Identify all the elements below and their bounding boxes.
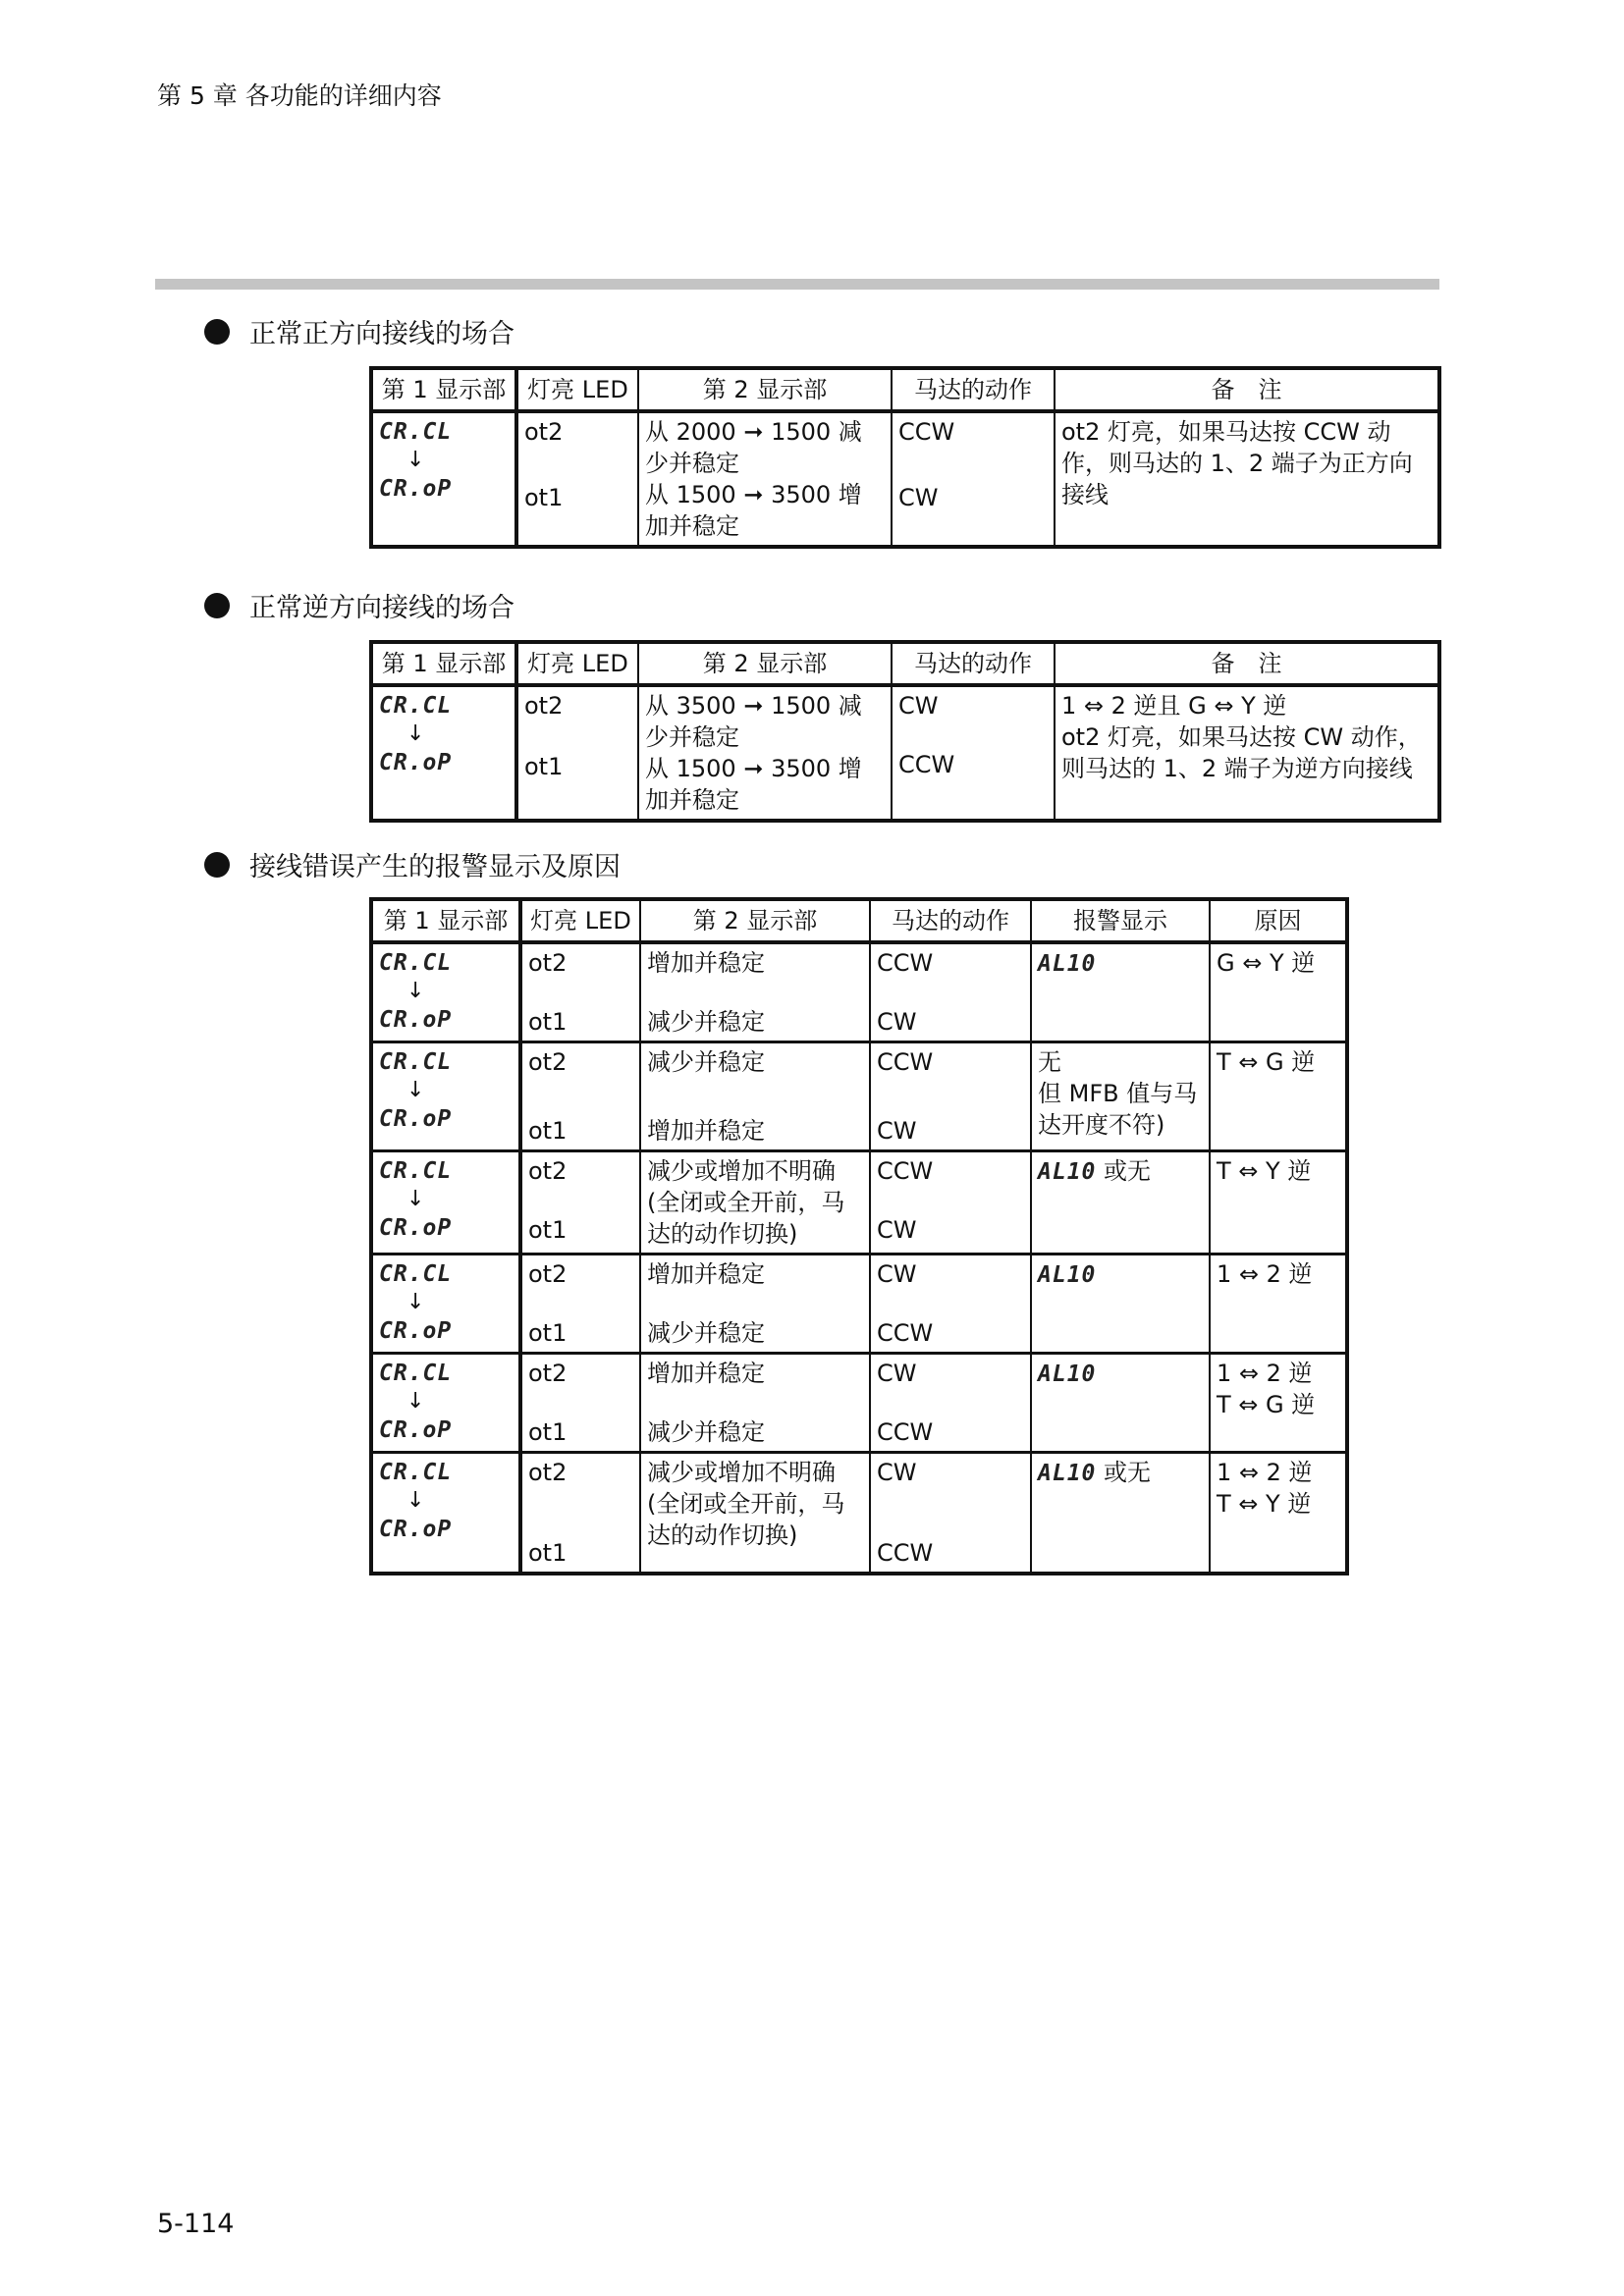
note-cell xyxy=(1055,685,1439,821)
led-close: ot2 xyxy=(524,418,564,446)
cause-cell xyxy=(1210,1151,1347,1255)
page-number: 5-114 xyxy=(157,2209,235,2239)
display-open-code: CR.oP xyxy=(379,1215,453,1241)
led-open: ot1 xyxy=(524,484,564,511)
display-close-code: CR.CL xyxy=(379,693,453,719)
col-header: 灯亮 LED xyxy=(520,899,640,942)
led-cell xyxy=(520,1042,640,1151)
motor-open: CW xyxy=(877,1117,917,1145)
bullet-icon xyxy=(204,593,230,618)
display-open-code: CR.oP xyxy=(379,1417,453,1443)
col-header: 灯亮 LED xyxy=(516,642,638,685)
motor-close: CCW xyxy=(877,1157,934,1185)
display-open-code: CR.oP xyxy=(379,1007,453,1033)
down-arrow-icon: ↓ xyxy=(406,1187,425,1211)
table-row xyxy=(371,1151,1347,1255)
alarm-cell xyxy=(1031,1255,1210,1354)
motor-open: CW xyxy=(898,484,939,511)
motor-cell xyxy=(870,1255,1031,1354)
table-row xyxy=(371,1354,1347,1453)
display-close-code: CR.CL xyxy=(379,1158,453,1184)
chapter-header: 第 5 章 各功能的详细内容 xyxy=(157,81,442,110)
motor-open: CCW xyxy=(898,751,955,778)
cause-cell xyxy=(1210,1354,1347,1453)
alarm-cell xyxy=(1031,1354,1210,1453)
led-close: ot2 xyxy=(528,1459,568,1486)
header-rule xyxy=(155,279,1439,290)
down-arrow-icon: ↓ xyxy=(406,1078,425,1102)
display2-text: 减少或增加不明确(全闭或全开前，马达的动作切换) xyxy=(647,1459,845,1549)
led-close: ot2 xyxy=(524,692,564,720)
display1-cell xyxy=(371,1354,520,1453)
col-header: 马达的动作 xyxy=(870,899,1031,942)
motor-open: CCW xyxy=(877,1539,934,1567)
motor-close: CW xyxy=(877,1459,917,1486)
cause-cell xyxy=(1210,1042,1347,1151)
motor-cell xyxy=(892,411,1055,547)
table-row xyxy=(371,1453,1347,1575)
alarm-code: AL10 xyxy=(1038,1159,1097,1185)
section-title-text: 接线错误产生的报警显示及原因 xyxy=(249,852,621,882)
led-close: ot2 xyxy=(528,1048,568,1076)
led-close: ot2 xyxy=(528,949,568,977)
cause-cell xyxy=(1210,1453,1347,1575)
note-text: ot2 灯亮，如果马达按 CCW 动作，则马达的 1、2 端子为正方向接线 xyxy=(1061,418,1413,508)
motor-cell xyxy=(870,1042,1031,1151)
led-cell xyxy=(520,942,640,1042)
cause-text: 1 ⇔ 2 逆 T ⇔ G 逆 xyxy=(1217,1360,1316,1418)
led-cell xyxy=(516,685,638,821)
display1-cell xyxy=(371,1042,520,1151)
display2-open: 增加并稳定 xyxy=(647,1117,765,1145)
alarm-cell xyxy=(1031,1151,1210,1255)
motor-open: CW xyxy=(877,1216,917,1244)
col-header: 第 2 显示部 xyxy=(640,899,870,942)
alarm-suffix: 或无 xyxy=(1096,1157,1152,1185)
col-header: 原因 xyxy=(1210,899,1347,942)
display2-close: 增加并稳定 xyxy=(647,1260,765,1288)
display-open-code: CR.oP xyxy=(379,1106,453,1132)
col-header: 第 1 显示部 xyxy=(371,642,516,685)
display-close-code: CR.CL xyxy=(379,950,453,976)
display2-cell xyxy=(638,411,892,547)
led-open: ot1 xyxy=(528,1117,568,1145)
motor-close: CW xyxy=(877,1260,917,1288)
col-header: 备 注 xyxy=(1055,642,1439,685)
col-header: 备 注 xyxy=(1055,368,1439,411)
down-arrow-icon: ↓ xyxy=(406,721,425,746)
display2-cell xyxy=(640,942,870,1042)
alarm-code: AL10 xyxy=(1038,951,1097,977)
display2-cell xyxy=(640,1255,870,1354)
motor-cell xyxy=(892,685,1055,821)
note-line1: 1 ⇔ 2 逆且 G ⇔ Y 逆 xyxy=(1061,692,1287,720)
display2-open: 减少并稳定 xyxy=(647,1319,765,1347)
display-open-code: CR.oP xyxy=(379,1517,453,1542)
led-cell xyxy=(520,1151,640,1255)
display2-close: 增加并稳定 xyxy=(647,1360,765,1387)
alarm-cell xyxy=(1031,1453,1210,1575)
display-close-code: CR.CL xyxy=(379,1261,453,1287)
section-title-reverse xyxy=(204,586,514,624)
led-close: ot2 xyxy=(528,1157,568,1185)
note-line2: ot2 灯亮，如果马达按 CW 动作，则马达的 1、2 端子为逆方向接线 xyxy=(1061,723,1422,782)
display2-cell xyxy=(640,1453,870,1575)
led-cell xyxy=(520,1453,640,1575)
section-title-alarm xyxy=(204,845,621,883)
cause-cell xyxy=(1210,1255,1347,1354)
col-header: 第 1 显示部 xyxy=(371,368,516,411)
table-row xyxy=(371,1042,1347,1151)
table-reverse-wiring xyxy=(369,640,1441,823)
display-open-code: CR.oP xyxy=(379,750,453,775)
motor-close: CW xyxy=(877,1360,917,1387)
display2-open: 从 1500 ➞ 3500 增加并稳定 xyxy=(645,755,862,814)
col-header: 马达的动作 xyxy=(892,642,1055,685)
display2-close: 增加并稳定 xyxy=(647,949,765,977)
bullet-icon xyxy=(204,852,230,878)
col-header: 马达的动作 xyxy=(892,368,1055,411)
motor-open: CCW xyxy=(877,1319,934,1347)
motor-close: CCW xyxy=(877,1048,934,1076)
col-header: 报警显示 xyxy=(1031,899,1210,942)
led-close: ot2 xyxy=(528,1360,568,1387)
motor-cell xyxy=(870,1453,1031,1575)
motor-close: CW xyxy=(898,692,939,720)
led-cell xyxy=(516,411,638,547)
led-cell xyxy=(520,1255,640,1354)
display1-cell xyxy=(371,942,520,1042)
cause-cell xyxy=(1210,942,1347,1042)
col-header: 灯亮 LED xyxy=(516,368,638,411)
alarm-suffix: 或无 xyxy=(1096,1459,1152,1486)
alarm-code: AL10 xyxy=(1038,1461,1097,1486)
display-close-code: CR.CL xyxy=(379,1049,453,1075)
motor-close: CCW xyxy=(898,418,955,446)
motor-cell xyxy=(870,1151,1031,1255)
display2-cell xyxy=(640,1354,870,1453)
cause-text: T ⇔ Y 逆 xyxy=(1217,1157,1312,1185)
motor-cell xyxy=(870,942,1031,1042)
down-arrow-icon: ↓ xyxy=(406,1290,425,1314)
cause-text: T ⇔ G 逆 xyxy=(1217,1048,1316,1076)
display-close-code: CR.CL xyxy=(379,1361,453,1386)
down-arrow-icon: ↓ xyxy=(406,1488,425,1513)
display2-cell xyxy=(640,1042,870,1151)
motor-open: CCW xyxy=(877,1418,934,1446)
display2-close: 从 3500 ➞ 1500 减少并稳定 xyxy=(645,692,862,751)
display-open-code: CR.oP xyxy=(379,1318,453,1344)
alarm-text: 无 但 MFB 值与马达开度不符) xyxy=(1038,1048,1198,1139)
display2-cell xyxy=(640,1151,870,1255)
motor-cell xyxy=(870,1354,1031,1453)
cause-text: G ⇔ Y 逆 xyxy=(1217,949,1316,977)
alarm-cell xyxy=(1031,1042,1210,1151)
display2-cell xyxy=(638,685,892,821)
led-cell xyxy=(520,1354,640,1453)
alarm-display xyxy=(1038,1155,1203,1188)
col-header: 第 1 显示部 xyxy=(371,899,520,942)
display2-close: 减少并稳定 xyxy=(647,1048,765,1076)
display2-open: 减少并稳定 xyxy=(647,1418,765,1446)
display1-cell xyxy=(371,411,516,547)
led-open: ot1 xyxy=(528,1216,568,1244)
section-title-text: 正常正方向接线的场合 xyxy=(249,319,514,349)
display1-cell xyxy=(371,1255,520,1354)
led-open: ot1 xyxy=(528,1539,568,1567)
table-row xyxy=(371,942,1347,1042)
down-arrow-icon: ↓ xyxy=(406,1389,425,1414)
alarm-display xyxy=(1038,1258,1203,1291)
display2-close: 从 2000 ➞ 1500 减少并稳定 xyxy=(645,418,862,477)
motor-close: CCW xyxy=(877,949,934,977)
table-forward-wiring xyxy=(369,366,1441,549)
display2-open: 减少并稳定 xyxy=(647,1008,765,1036)
motor-open: CW xyxy=(877,1008,917,1036)
section-title-text: 正常逆方向接线的场合 xyxy=(249,593,514,623)
display-close-code: CR.CL xyxy=(379,419,453,445)
alarm-code: AL10 xyxy=(1038,1362,1097,1387)
bullet-icon xyxy=(204,319,230,345)
alarm-display xyxy=(1038,947,1203,980)
cause-text: 1 ⇔ 2 逆 T ⇔ Y 逆 xyxy=(1217,1459,1313,1518)
led-open: ot1 xyxy=(528,1319,568,1347)
display2-open: 从 1500 ➞ 3500 增加并稳定 xyxy=(645,481,862,540)
table-alarm-causes xyxy=(369,897,1349,1575)
display1-cell xyxy=(371,1151,520,1255)
led-open: ot1 xyxy=(528,1418,568,1446)
display1-cell xyxy=(371,685,516,821)
col-header: 第 2 显示部 xyxy=(638,642,892,685)
section-title-forward xyxy=(204,312,514,350)
led-open: ot1 xyxy=(528,1008,568,1036)
alarm-code: AL10 xyxy=(1038,1262,1097,1288)
table-row xyxy=(371,1255,1347,1354)
alarm-display xyxy=(1038,1358,1203,1390)
down-arrow-icon: ↓ xyxy=(406,448,425,472)
display2-text: 减少或增加不明确(全闭或全开前，马达的动作切换) xyxy=(647,1157,845,1248)
col-header: 第 2 显示部 xyxy=(638,368,892,411)
display1-cell xyxy=(371,1453,520,1575)
alarm-display xyxy=(1038,1457,1203,1489)
led-open: ot1 xyxy=(524,753,564,780)
cause-text: 1 ⇔ 2 逆 xyxy=(1217,1260,1313,1288)
display-close-code: CR.CL xyxy=(379,1460,453,1485)
note-cell xyxy=(1055,411,1439,547)
down-arrow-icon: ↓ xyxy=(406,979,425,1003)
display-open-code: CR.oP xyxy=(379,476,453,502)
alarm-cell xyxy=(1031,942,1210,1042)
led-close: ot2 xyxy=(528,1260,568,1288)
